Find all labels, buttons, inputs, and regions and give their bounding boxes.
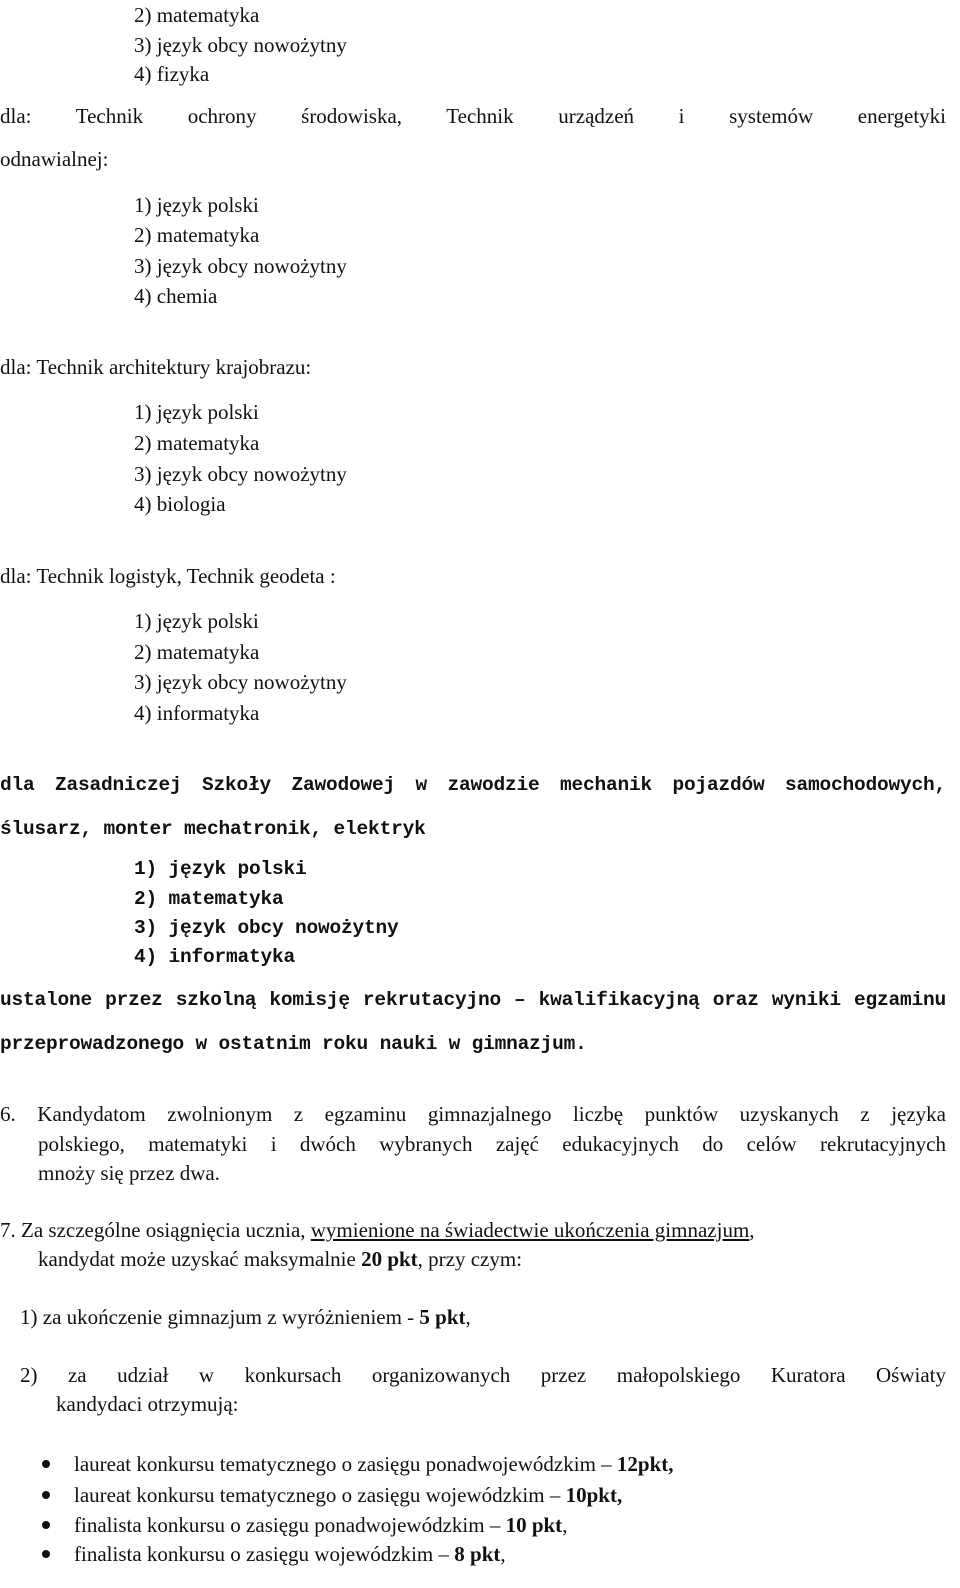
section-heading-continuation: ślusarz, monter mechatronik, elektryk — [0, 818, 426, 840]
list-item: 3) język obcy nowożytny — [134, 917, 399, 939]
list-item: 2) matematyka — [134, 3, 260, 27]
list-item: 1) język polski — [134, 858, 307, 880]
list-item: 2) matematyka — [134, 431, 260, 455]
paragraph-point-7-line — [38, 1244, 522, 1274]
bullet-points: 10 pkt — [505, 1513, 563, 1537]
bullet-points: 10pkt, — [565, 1483, 623, 1507]
bullet-icon — [42, 1460, 50, 1468]
bullet-text: finalista konkursu o zasięgu ponadwojewódzkim – — [74, 1513, 506, 1537]
bullet-text: laureat konkursu tematycznego o zasięgu wojewódzkim – — [74, 1483, 566, 1507]
bullet-end: , — [500, 1542, 506, 1566]
list-item: 2) matematyka — [134, 223, 260, 247]
bullet-item — [74, 1539, 506, 1569]
list-item: 3) język obcy nowożytny — [134, 33, 347, 57]
point-7-prefix: 7. Za szczególne osiągnięcia ucznia, — [0, 1218, 311, 1242]
note-text-continuation: przeprowadzonego w ostatnim roku nauki w gimnazjum. — [0, 1033, 587, 1055]
bullet-item — [74, 1510, 567, 1540]
list-item: 2) matematyka — [134, 888, 284, 910]
section-heading: dla Zasadniczej Szkoły Zawodowej w zawodzie mechanik pojazdów samochodowych, — [0, 774, 946, 796]
sub-item-1-text: 1) za ukończenie gimnazjum z wyróżnieniem - — [20, 1305, 420, 1329]
list-item: 1) język polski — [134, 400, 259, 424]
sub-item-1 — [20, 1302, 471, 1332]
point-7-line2-end: , przy czym: — [417, 1247, 523, 1271]
bullet-points: 8 pkt — [454, 1542, 501, 1566]
list-item: 1) język polski — [134, 193, 259, 217]
point-7-line2-text: kandydat może uzyskać maksymalnie — [38, 1247, 362, 1271]
bullet-item — [74, 1449, 674, 1479]
bullet-item — [74, 1480, 622, 1510]
paragraph-point-7 — [0, 1215, 946, 1245]
bullet-icon — [42, 1521, 50, 1529]
section-heading: dla: Technik architektury krajobrazu: — [0, 355, 312, 379]
point-7-underlined: wymienione na świadectwie ukończenia gimnazjum — [310, 1218, 750, 1242]
paragraph-point-6-line: polskiego, matematyki i dwóch wybranych zajęć edukacyjnych do celów rekrutacyjnych — [38, 1132, 946, 1156]
sub-item-2: 2) za udział w konkursach organizowanych przez małopolskiego Kuratora Oświaty — [20, 1363, 946, 1387]
bullet-icon — [42, 1491, 50, 1499]
bullet-text: laureat konkursu tematycznego o zasięgu ponadwojewódzkim – — [74, 1452, 617, 1476]
list-item: 4) chemia — [134, 284, 218, 308]
list-item: 3) język obcy nowożytny — [134, 254, 347, 278]
note-text: ustalone przez szkolną komisję rekrutacyjno – kwalifikacyjną oraz wyniki egzaminu — [0, 989, 946, 1011]
bullet-points: 12pkt, — [616, 1452, 674, 1476]
list-item: 4) fizyka — [134, 62, 210, 86]
bullet-end: , — [562, 1513, 568, 1537]
list-item: 4) biologia — [134, 492, 226, 516]
section-heading: dla: Technik ochrony środowiska, Technik urządzeń i systemów energetyki — [0, 104, 946, 128]
paragraph-point-6-line: mnoży się przez dwa. — [38, 1161, 220, 1185]
list-item: 1) język polski — [134, 609, 259, 633]
max-points: 20 pkt — [361, 1247, 418, 1271]
paragraph-point-6: 6. Kandydatom zwolnionym z egzaminu gimnazjalnego liczbę punktów uzyskanych z języka — [0, 1102, 946, 1126]
bullet-icon — [42, 1550, 50, 1558]
bullet-text: finalista konkursu o zasięgu wojewódzkim – — [74, 1542, 455, 1566]
sub-item-2-continuation: kandydaci otrzymują: — [56, 1392, 239, 1416]
list-item: 3) język obcy nowożytny — [134, 670, 347, 694]
list-item: 3) język obcy nowożytny — [134, 462, 347, 486]
sub-item-1-points: 5 pkt — [419, 1305, 466, 1329]
sub-item-1-end: , — [465, 1305, 471, 1329]
list-item: 4) informatyka — [134, 701, 260, 725]
point-7-suffix: , — [749, 1218, 755, 1242]
section-heading: dla: Technik logistyk, Technik geodeta : — [0, 564, 336, 588]
list-item: 4) informatyka — [134, 946, 296, 968]
list-item: 2) matematyka — [134, 640, 260, 664]
section-heading-continuation: odnawialnej: — [0, 147, 109, 171]
